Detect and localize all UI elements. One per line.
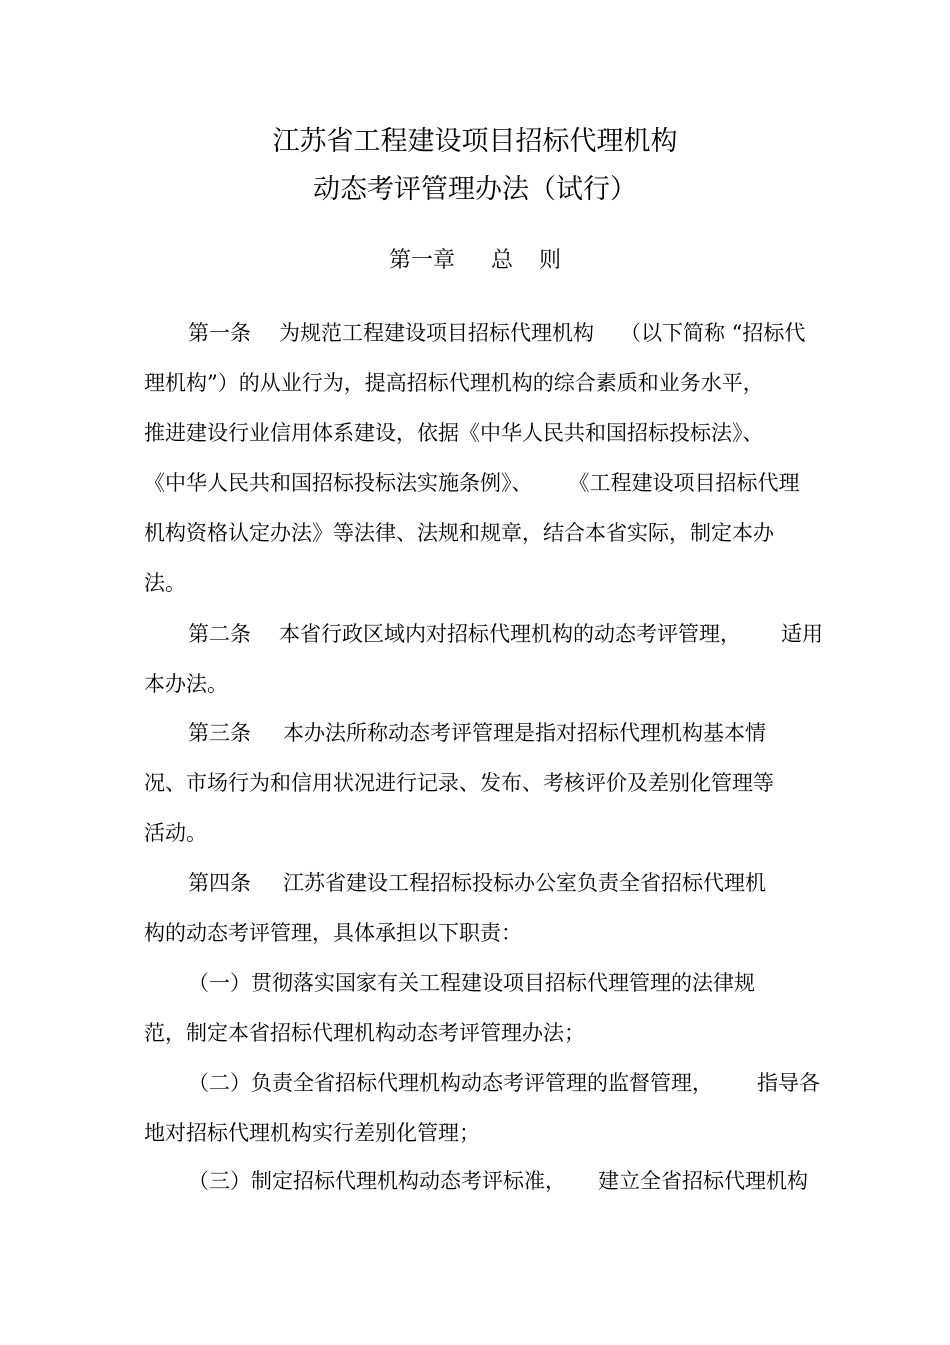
article-2-label: 第二条: [188, 622, 251, 646]
article-1-line-3: 推进建设行业信用体系建设，依据《中华人民共和国招标投标法》、: [144, 421, 764, 445]
article-4-line-2: 构的动态考评管理，具体承担以下职责：: [144, 921, 522, 945]
article-2-line-1: 第二条 本省行政区域内对招标代理机构的动态考评管理， 适用: [188, 619, 823, 649]
article-1-label: 第一条: [188, 321, 251, 345]
item-2-line-2: 地对招标代理机构实行差别化管理；: [144, 1121, 480, 1145]
article-3-line-2: 况、市场行为和信用状况进行记录、发布、考核评价及差别化管理等: [144, 771, 774, 795]
article-3-label: 第三条: [188, 721, 251, 745]
chapter-number: 第一章: [388, 248, 455, 273]
article-1-line-6: 法。: [144, 571, 186, 595]
item-3-line-1: （三）制定招标代理机构动态考评标准， 建立全省招标代理机构: [188, 1169, 808, 1193]
chapter-word-1: 总: [490, 248, 513, 273]
chapter-heading: [0, 246, 950, 276]
document-title-line-1: 江苏省工程建设项目招标代理机构: [272, 126, 678, 157]
article-3-line-1: 第三条 本办法所称动态考评管理是指对招标代理机构基本情: [188, 718, 766, 748]
document-title-line-2: 动态考评管理办法（试行）: [313, 174, 637, 205]
chapter-word-2: 则: [539, 248, 562, 273]
article-3-line-3: 活动。: [144, 821, 207, 845]
article-1-line-4: 《中华人民共和国招标投标法实施条例》、 《工程建设项目招标代理: [144, 471, 800, 495]
item-1-line-1: （一）贯彻落实国家有关工程建设项目招标代理管理的法律规: [188, 971, 755, 995]
item-2-line-1: （二）负责全省招标代理机构动态考评管理的监督管理， 指导各: [188, 1071, 820, 1095]
article-4-label: 第四条: [188, 871, 251, 895]
article-2-line-2: 本办法。: [144, 672, 228, 696]
item-1-line-2: 范，制定本省招标代理机构动态考评管理办法；: [144, 1021, 585, 1045]
article-1-line-1: 第一条 为规范工程建设项目招标代理机构 （以下简称 “招标代: [188, 318, 805, 348]
article-1-line-2: 理机构”）的从业行为，提高招标代理机构的综合素质和业务水平，: [144, 371, 764, 395]
article-1-line-5: 机构资格认定办法》等法律、法规和规章，结合本省实际，制定本办: [144, 521, 774, 545]
article-4-line-1: 第四条 江苏省建设工程招标投标办公室负责全省招标代理机: [188, 868, 766, 898]
